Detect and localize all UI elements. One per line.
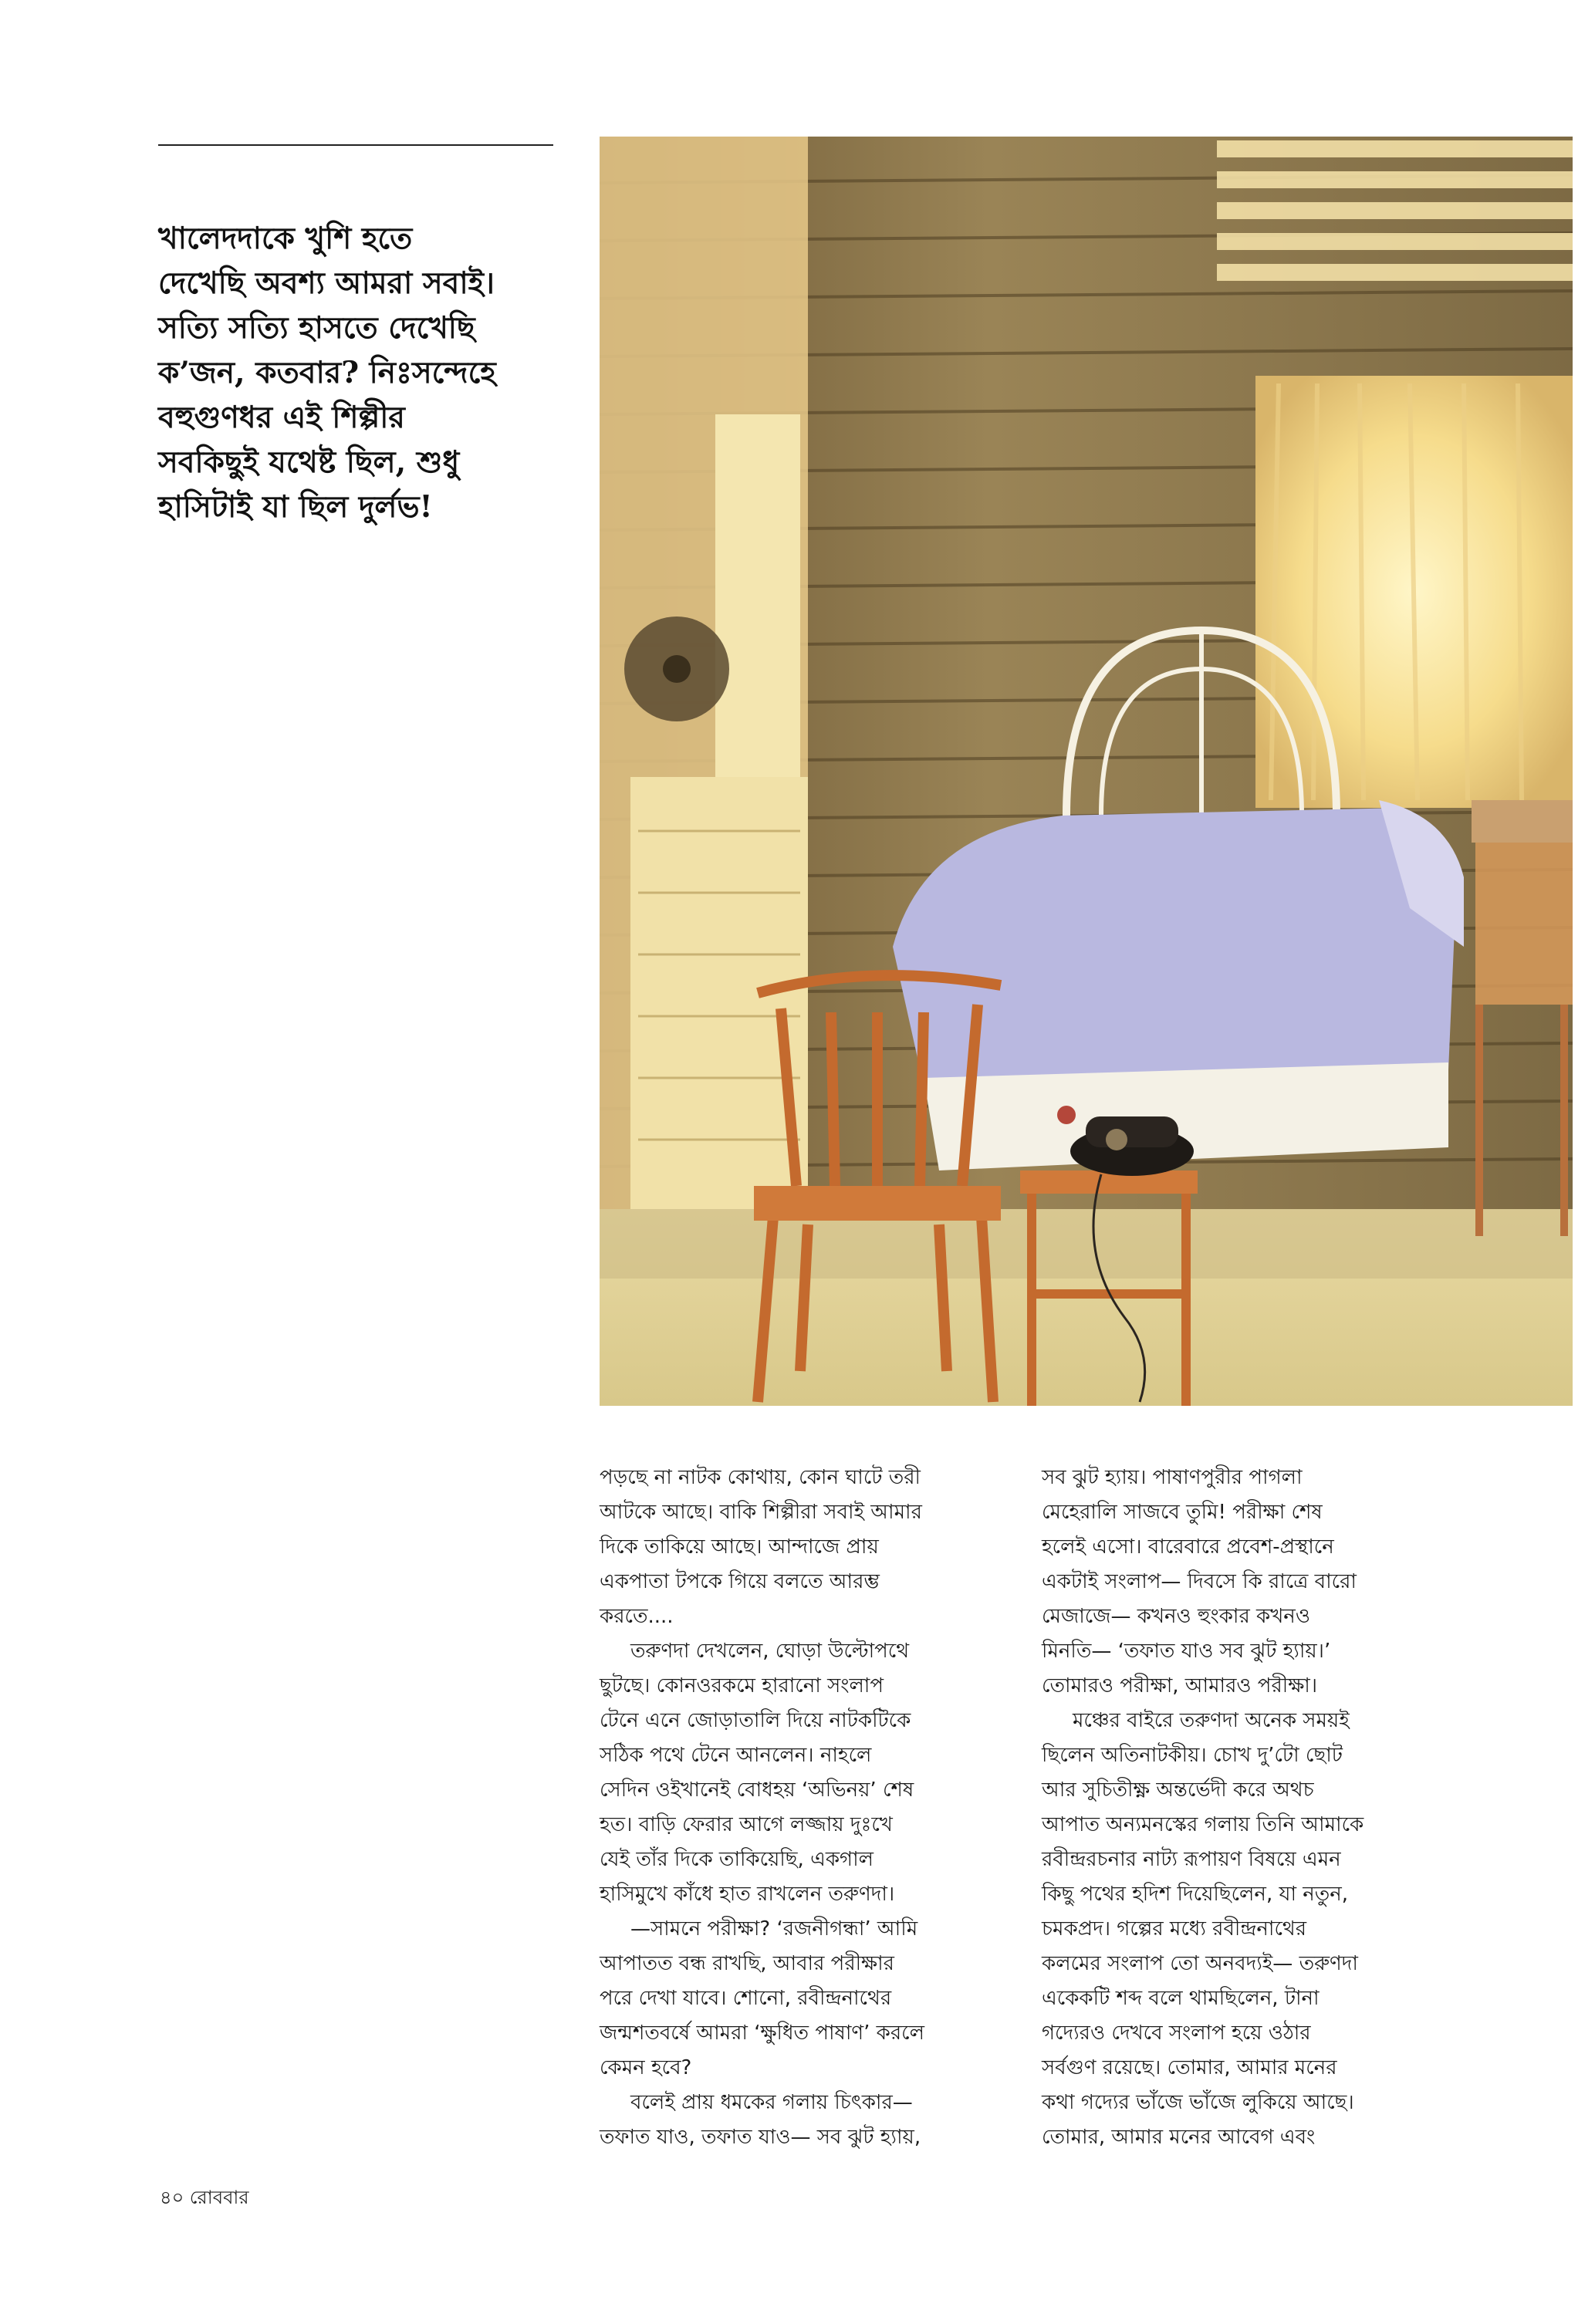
body-line: তোমার, আমার মনের আবেগ এবং — [1042, 2126, 1316, 2149]
body-column-left — [600, 1461, 1009, 2155]
pull-quote-line: ক’জন, কতবার? নিঃসন্দেহে — [158, 355, 496, 390]
body-line: আপাতত বন্ধ রাখছি, আবার পরীক্ষার — [600, 1952, 894, 1975]
stage-photo — [600, 137, 1573, 1406]
body-line: সর্বগুণ রয়েছে। তোমার, আমার মনের — [1042, 2056, 1337, 2079]
body-line: রবীন্দ্ররচনার নাট্য রূপায়ণ বিষয়ে এমন — [1042, 1848, 1341, 1871]
pull-quote-line: বহুগুণধর এই শিল্পীর — [158, 400, 405, 435]
body-line: বলেই প্রায় ধমকের গলায় চিৎকার— — [630, 2091, 913, 2114]
body-line: মেজাজে— কখনও হুংকার কখনও — [1042, 1605, 1310, 1628]
body-line: সব ঝুট হ্যায়। পাষাণপুরীর পাগলা — [1042, 1466, 1303, 1489]
pull-quote-line: খালেদদাকে খুশি হতে — [158, 221, 413, 256]
body-line: হত। বাড়ি ফেরার আগে লজ্জায় দুঃখে — [600, 1813, 893, 1836]
body-line: কিছু পথের হদিশ দিয়েছিলেন, যা নতুন, — [1042, 1883, 1349, 1906]
body-line: জন্মশতবর্ষে আমরা ‘ক্ষুধিত পাষাণ’ করলে — [600, 2022, 924, 2045]
body-line: আটকে আছে। বাকি শিল্পীরা সবাই আমার — [600, 1501, 922, 1524]
body-line: মিনতি— ‘তফাত যাও সব ঝুট হ্যায়।’ — [1042, 1640, 1331, 1663]
body-line: একেকটি শব্দ বলে থামছিলেন, টানা — [1042, 1987, 1320, 2010]
body-line: মেহেরালি সাজবে তুমি! পরীক্ষা শেষ — [1042, 1501, 1323, 1524]
pull-quote-line: দেখেছি অবশ্য আমরা সবাই। — [158, 265, 495, 301]
body-line: গদ্যেরও দেখবে সংলাপ হয়ে ওঠার — [1042, 2022, 1311, 2045]
body-line: হলেই এসো। বারেবারে প্রবেশ-প্রস্থানে — [1042, 1535, 1334, 1559]
pull-quote-line: হাসিটাই যা ছিল দুর্লভ! — [158, 489, 433, 525]
body-line: যেই তাঁর দিকে তাকিয়েছি, একগাল — [600, 1848, 874, 1871]
body-line: একটাই সংলাপ— দিবসে কি রাত্রে বারো — [1042, 1570, 1357, 1593]
pull-quote-line: সবকিছুই যথেষ্ট ছিল, শুধু — [158, 444, 460, 480]
body-line: তোমারও পরীক্ষা, আমারও পরীক্ষা। — [1042, 1674, 1318, 1697]
body-line: দিকে তাকিয়ে আছে। আন্দাজে প্রায় — [600, 1535, 879, 1559]
body-line: হাসিমুখে কাঁধে হাত রাখলেন তরুণদা। — [600, 1883, 895, 1906]
body-line: কেমন হবে? — [600, 2056, 692, 2079]
top-rule — [158, 144, 553, 146]
body-line: পরে দেখা যাবে। শোনো, রবীন্দ্রনাথের — [600, 1987, 892, 2010]
body-line: পড়ছে না নাটক কোথায়, কোন ঘাটে তরী — [600, 1466, 921, 1489]
body-line: আর সুচিতীক্ষ্ণ অন্তর্ভেদী করে অথচ — [1042, 1778, 1314, 1802]
body-line: তফাত যাও, তফাত যাও— সব ঝুট হ্যায়, — [600, 2126, 921, 2149]
body-line: আপাত অন্যমনস্কের গলায় তিনি আমাকে — [1042, 1813, 1364, 1836]
body-line: সঠিক পথে টেনে আনলেন। নাহলে — [600, 1744, 872, 1767]
body-line: ছিলেন অতিনাটকীয়। চোখ দু’টো ছোট — [1042, 1744, 1343, 1767]
body-line: সেদিন ওইখানেই বোধহয় ‘অভিনয়’ শেষ — [600, 1778, 914, 1802]
body-line: চমকপ্রদ। গল্পের মধ্যে রবীন্দ্রনাথের — [1042, 1917, 1307, 1941]
page-folio: ৪০ রোববার — [160, 2187, 249, 2208]
pull-quote — [158, 216, 559, 529]
body-line: মঞ্চের বাইরে তরুণদা অনেক সময়ই — [1073, 1709, 1350, 1732]
body-line: কলমের সংলাপ তো অনবদ্যই— তরুণদা — [1042, 1952, 1358, 1975]
body-line: করতে.... — [600, 1605, 674, 1628]
body-line: টেনে এনে জোড়াতালি দিয়ে নাটকটিকে — [600, 1709, 911, 1732]
body-line: তরুণদা দেখলেন, ঘোড়া উল্টোপথে — [630, 1640, 910, 1663]
pull-quote-line: সত্যি সত্যি হাসতে দেখেছি — [158, 310, 475, 346]
body-line: কথা গদ্যের ভাঁজে ভাঁজে লুকিয়ে আছে। — [1042, 2091, 1354, 2114]
body-line: ছুটছে। কোনওরকমে হারানো সংলাপ — [600, 1674, 884, 1697]
body-line: একপাতা টপকে গিয়ে বলতে আরম্ভ — [600, 1570, 880, 1593]
body-column-right — [1042, 1461, 1451, 2155]
body-line: —সামনে পরীক্ষা? ‘রজনীগন্ধা’ আমি — [630, 1917, 918, 1941]
